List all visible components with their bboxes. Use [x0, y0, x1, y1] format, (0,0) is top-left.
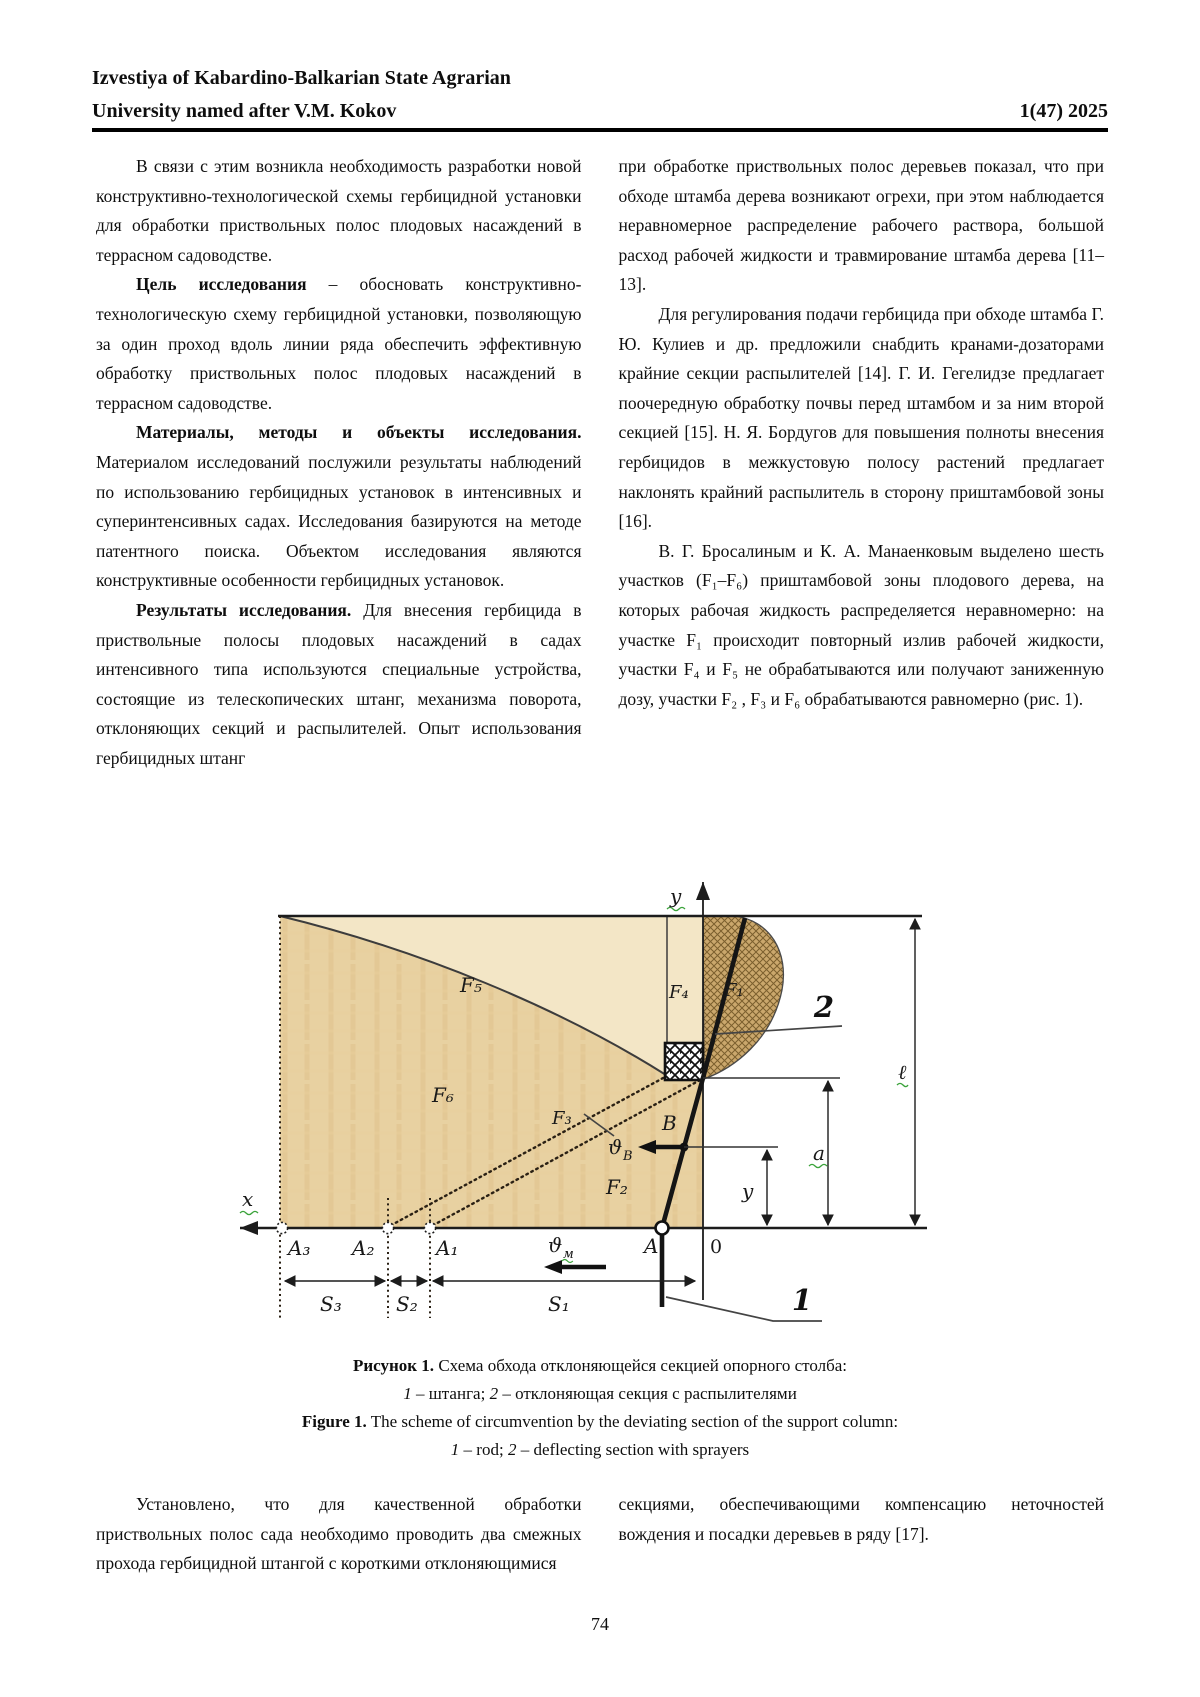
issue-number: 1(47) 2025	[1019, 100, 1108, 122]
article-body	[96, 152, 1104, 773]
point-a-marker	[656, 1222, 669, 1235]
dim-s1-label: S₁	[548, 1292, 570, 1316]
paragraph-lead: Материалы, методы и объекты исследования.	[136, 422, 582, 443]
journal-title-line2: University named after V.M. Kokov	[92, 100, 397, 122]
paragraph-text: при обработке приствольных полос деревьев показал, что при обходе штамба дерева возникают огрехи, при этом наблюдается неравномерное распределение рабочего раствора, большой расход рабочей жидкости и травмирование штамба дерева [11–13].	[618, 156, 1104, 295]
left-column	[96, 152, 582, 773]
point-a-label: A	[644, 1234, 659, 1258]
caption-ru-legend	[60, 1380, 1140, 1408]
x-axis-label: x	[242, 1187, 254, 1211]
point-a3-marker	[276, 1222, 287, 1233]
y-axis-arrowhead	[696, 882, 710, 900]
paragraph-text: Установлено, что для качественной обработки приствольных полос сада необходимо проводить два смежных прохода гербицидной штангой с короткими отклоняющимися	[96, 1494, 582, 1574]
paragraph	[619, 1490, 1105, 1549]
theta-m-label: ϑ	[548, 1233, 563, 1257]
legend-ru-item1: – штанга;	[411, 1384, 490, 1403]
dim-a-label: a	[813, 1141, 825, 1165]
region-f1-label: F₁	[724, 980, 744, 1001]
region-f2-label: F₂	[606, 1175, 628, 1199]
dim-s3-label: S₃	[320, 1292, 342, 1316]
point-a2-label: A₂	[352, 1236, 375, 1260]
legend-ru-num1: 1	[403, 1384, 412, 1403]
figure-1-diagram	[230, 850, 940, 1330]
y-axis-label: y	[670, 884, 682, 908]
closing-left-column	[96, 1490, 582, 1579]
caption-en-legend	[60, 1436, 1140, 1464]
closing-right-column	[619, 1490, 1105, 1579]
theta-m-arrowhead	[544, 1260, 562, 1274]
support-column-box	[665, 1043, 703, 1080]
paragraph-text: Для регулирования подачи гербицида при обходе штамба Г. Ю. Кулиев и др. предложили снабдить кранами-дозаторами крайние секции распылителей [14]. Г. И. Гегелидзе предлагает поочередную обработку почвы перед штамбом и за ним второй секцией [15]. Н. Я. Бордугов для повышения полноты внесения гербицидов в межкустовую полосу растений предлагает наклонять крайний распылитель в сторону приштамбовой зоны [16].	[618, 303, 1104, 532]
paragraph	[96, 1490, 582, 1579]
region-f3-label: F₃	[552, 1108, 572, 1129]
paragraph	[96, 270, 582, 418]
theta-m-subscript: м	[563, 1247, 574, 1262]
paragraph-lead: Результаты исследования.	[136, 599, 352, 620]
paragraph	[96, 418, 582, 596]
paragraph	[96, 152, 582, 270]
point-a2-marker	[382, 1222, 393, 1233]
reference-lines	[684, 1078, 840, 1147]
paragraph-text: секциями, обеспечивающими компенсацию неточностей вождения и посадки деревьев в ряду [17].	[618, 1494, 1104, 1544]
paragraph	[619, 537, 1105, 715]
caption-ru-label: Рисунок 1.	[352, 1356, 435, 1375]
closing-paragraphs	[96, 1490, 1104, 1579]
theta-b-label: ϑ	[608, 1135, 623, 1159]
legend-en-item1: – rod;	[459, 1440, 508, 1459]
x-axis-arrowhead	[240, 1221, 258, 1235]
legend-ru-num2: 2	[489, 1384, 499, 1403]
page-number: 74	[591, 1614, 609, 1634]
caption-ru-title	[60, 1352, 1140, 1380]
paragraph-text: В связи с этим возникла необходимость разработки новой конструктивно-технологической схемы гербицидной установки для обработки приствольных полос плодовых насаждений в террасном садоводстве.	[96, 156, 582, 265]
dim-y-label: y	[742, 1179, 754, 1203]
journal-title-line1: Izvestiya of Kabardino-Balkarian State Agrarian	[92, 67, 511, 89]
region-f6-label: F₆	[432, 1083, 454, 1107]
paragraph	[619, 152, 1105, 300]
caption-ru-text: Схема обхода отклоняющейся секцией опорного столба:	[434, 1356, 848, 1375]
paragraph-text: Для внесения гербицида в приствольные полосы плодовых насаждений в садах интенсивного типа используются специальные устройства, состоящие из телескопических штанг, механизма поворота, отклоняющих секций и распылителей. Опыт использования гербицидных штанг	[96, 599, 582, 768]
right-column	[619, 152, 1105, 773]
caption-en-label: Figure 1.	[301, 1412, 367, 1431]
paragraph-text: Материалом исследований послужили результаты наблюдений по использованию гербицидных установок в интенсивных и суперинтенсивных садах. Исследования базируются на методе патентного поиска. Объектом исследования являются конструктивные особенности гербицидных установок.	[96, 451, 582, 591]
figure-caption	[60, 1352, 1140, 1464]
point-a3-label: A₃	[288, 1236, 311, 1260]
origin-label: 0	[710, 1236, 723, 1258]
point-b-label: B	[662, 1111, 677, 1135]
callout-1-label: 1	[791, 1283, 813, 1317]
squiggle-x-axis	[240, 1211, 258, 1214]
point-a1-marker	[424, 1222, 435, 1233]
theta-b-subscript: B	[623, 1149, 633, 1164]
legend-en-num1: 1	[450, 1440, 460, 1459]
region-f4-fill	[667, 916, 703, 1043]
paragraph	[619, 300, 1105, 537]
dim-l-label: ℓ	[898, 1060, 907, 1084]
header-rule	[92, 128, 1108, 132]
caption-en-title	[60, 1408, 1140, 1436]
region-f5-label: F₅	[460, 973, 482, 997]
region-f4-label: F₄	[669, 982, 689, 1003]
paragraph-text: В. Г. Бросалиным и К. А. Манаенковым выделено шесть участков (F₁–F₆) приштамбовой зоны плодового дерева, на которых рабочая жидкость распределяется неравномерно: на участке F₁ происходит повторный излив рабочей жидкости, участки F₄ и F₅ не обрабатываются или получают заниженную дозу, участки F₂ , F₃ и F₆ обрабатываются равномерно (рис. 1).	[618, 540, 1104, 709]
dim-s2-label: S₂	[396, 1292, 418, 1316]
point-a1-label: A₁	[436, 1236, 459, 1260]
caption-en-text: The scheme of circumvention by the deviating section of the support column:	[366, 1412, 899, 1431]
callout-2-label: 2	[813, 990, 835, 1024]
legend-ru-item2: – отклоняющая секция с распылителями	[498, 1384, 797, 1403]
field-regions	[280, 916, 783, 1228]
legend-en-item2: – deflecting section with sprayers	[516, 1440, 750, 1459]
legend-en-num2: 2	[507, 1440, 517, 1459]
journal-header	[92, 62, 1108, 128]
figure-1	[230, 850, 940, 1330]
paragraph-text: – обосновать конструктивно-технологическую схему гербицидной установки, позволяющую за один проход вдоль линии ряда обеспечить эффективную обработку приствольных полос плодовых насаждений в террасном садоводстве.	[96, 274, 582, 413]
paragraph	[96, 596, 582, 774]
paragraph-lead: Цель исследования	[136, 274, 307, 295]
